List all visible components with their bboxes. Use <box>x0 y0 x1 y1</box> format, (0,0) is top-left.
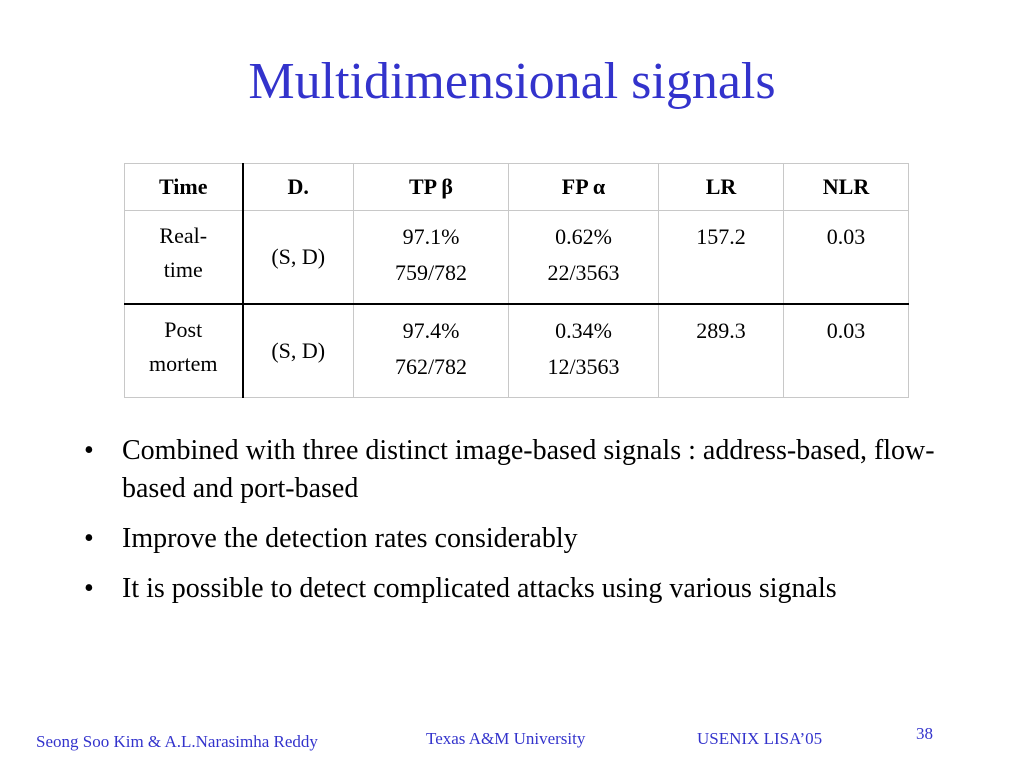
cell-fp: 0.62% 22/3563 <box>509 211 659 305</box>
bullet-text: It is possible to detect complicated attacks using various signals <box>122 573 837 604</box>
cell-fp: 0.34% 12/3563 <box>509 304 659 398</box>
cell-time: Real- time <box>125 211 243 305</box>
list-item <box>84 570 944 608</box>
cell-nlr: 0.03 <box>784 304 909 398</box>
header-tp: TP β <box>354 164 509 211</box>
header-lr: LR <box>659 164 784 211</box>
bullet-text: Combined with three distinct image-based signals : address-based, flow-based and port-based <box>122 435 935 504</box>
footer-conference: USENIX LISA’05 <box>697 729 823 748</box>
table-header-row <box>125 164 909 211</box>
slide-title: Multidimensional signals <box>248 53 776 110</box>
bullet-icon: • <box>84 435 94 466</box>
header-time: Time <box>125 164 243 211</box>
table-row <box>125 211 909 305</box>
header-d: D. <box>243 164 354 211</box>
cell-d: (S, D) <box>243 211 354 305</box>
bullet-list <box>84 432 944 620</box>
header-fp: FP α <box>509 164 659 211</box>
footer-university: Texas A&M University <box>426 729 586 748</box>
footer-authors: Seong Soo Kim & A.L.Narasimha Reddy <box>36 732 318 751</box>
bullet-icon: • <box>84 573 94 604</box>
cell-nlr: 0.03 <box>784 211 909 305</box>
page-number: 38 <box>916 724 933 743</box>
cell-tp: 97.4% 762/782 <box>354 304 509 398</box>
cell-time: Post mortem <box>125 304 243 398</box>
list-item <box>84 432 944 508</box>
cell-lr: 289.3 <box>659 304 784 398</box>
cell-tp: 97.1% 759/782 <box>354 211 509 305</box>
results-table <box>124 163 909 398</box>
cell-d: (S, D) <box>243 304 354 398</box>
bullet-text: Improve the detection rates considerably <box>122 523 578 554</box>
list-item <box>84 520 944 558</box>
bullet-icon: • <box>84 523 94 554</box>
cell-lr: 157.2 <box>659 211 784 305</box>
header-nlr: NLR <box>784 164 909 211</box>
table-row <box>125 304 909 398</box>
